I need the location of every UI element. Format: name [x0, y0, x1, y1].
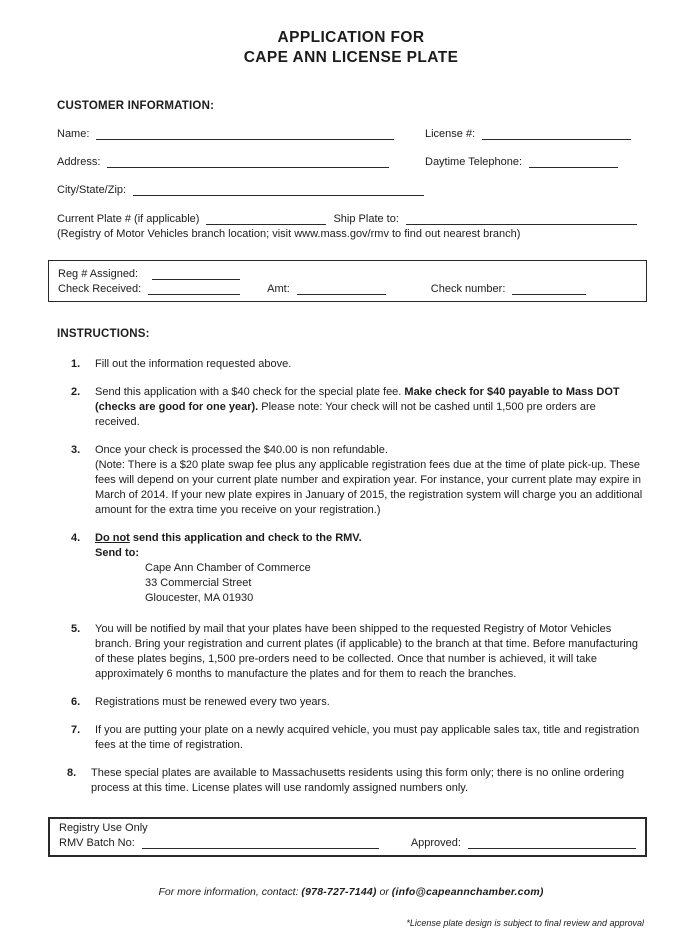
- mailing-address-line1: Cape Ann Chamber of Commerce: [145, 562, 311, 574]
- reg-assigned-label: Reg # Assigned:: [58, 268, 139, 280]
- address-field-group: [57, 155, 425, 168]
- instruction-item-2: [57, 385, 645, 430]
- instruction-item-3: [57, 443, 645, 518]
- item-6-text: Registrations must be renewed every two years.: [95, 696, 330, 708]
- amt-input-line: [297, 282, 386, 295]
- item-4-send-to: Send to:: [95, 547, 139, 559]
- item-8-number: 8.: [67, 767, 77, 779]
- item-3-text: [95, 443, 645, 518]
- check-received-row: [58, 282, 637, 295]
- instruction-item-5: [57, 622, 645, 682]
- registry-use-box: [48, 817, 647, 857]
- item-6-number: 6.: [71, 696, 81, 708]
- item-4-line1: [95, 531, 643, 546]
- rmv-batch-row: [59, 836, 636, 849]
- item-7-text: If you are putting your plate on a newly acquired vehicle, you must pay applicable sales tax, title and registration fees at the time of registration.: [95, 724, 640, 751]
- contact-prefix: For more information, contact:: [158, 886, 302, 898]
- address-phone-row: [57, 155, 645, 168]
- registry-use-only-label: Registry Use Only: [59, 822, 148, 834]
- license-number-label: License #:: [425, 128, 476, 140]
- contact-info-line: [57, 886, 645, 898]
- item-1-number: 1.: [71, 358, 81, 370]
- form-title-line1: APPLICATION FOR: [277, 29, 425, 46]
- city-state-zip-label: City/State/Zip:: [57, 184, 127, 196]
- form-title: [57, 28, 645, 68]
- item-5-text: You will be notified by mail that your plates have been shipped to the requested Registry of Motor Vehicles branch. Bring your registration and current plates (if applicable) to the branch at that time. Before manufacturing of these plates begins, 1,500 pre-orders need to be collected. Once that number is achieved, it will take approximately 6 months to manufacture the plates and for them to reach the branches.: [95, 623, 638, 680]
- rmv-batch-no-input-line: [142, 836, 379, 849]
- item-2-text: [95, 385, 645, 430]
- approved-label: Approved:: [410, 837, 461, 849]
- design-disclaimer: *License plate design is subject to final review and approval: [406, 918, 644, 928]
- item-5-number: 5.: [71, 623, 81, 635]
- current-plate-input-line: [206, 212, 326, 225]
- check-number-input-line: [512, 282, 586, 295]
- item-4-number: 4.: [71, 532, 81, 544]
- approved-input-line: [468, 836, 636, 849]
- item-2-part1: Send this application with a $40 check for the special plate fee.: [95, 386, 405, 398]
- registry-branch-note: (Registry of Motor Vehicles branch location; visit www.mass.gov/rmv to find out nearest branch): [57, 228, 521, 240]
- ship-plate-to-label: Ship Plate to:: [333, 213, 399, 225]
- form-title-line2: CAPE ANN LICENSE PLATE: [243, 49, 459, 66]
- daytime-telephone-label: Daytime Telephone:: [425, 156, 523, 168]
- item-4-do-not: Do not: [95, 532, 130, 544]
- mailing-address: [95, 561, 643, 606]
- city-state-zip-input-line: [133, 183, 424, 196]
- customer-information-heading: CUSTOMER INFORMATION:: [57, 100, 215, 112]
- instruction-item-4: [57, 531, 645, 606]
- reg-assigned-row: [58, 267, 637, 280]
- address-input-line: [107, 155, 389, 168]
- rmv-batch-no-label: RMV Batch No:: [59, 837, 135, 849]
- item-2-part3: Please note: Your check will not be cashed until 1,500 pre orders are received.: [95, 401, 596, 428]
- reg-assigned-input-line: [152, 267, 240, 280]
- name-license-row: [57, 127, 645, 140]
- item-7-number: 7.: [71, 724, 81, 736]
- name-label: Name:: [57, 128, 90, 140]
- phone-field-group: [425, 155, 645, 168]
- ship-plate-to-input-line: [406, 212, 637, 225]
- plate-ship-row: [57, 212, 645, 225]
- daytime-telephone-input-line: [529, 155, 618, 168]
- item-4-rest: send this application and check to the RMV.: [129, 532, 362, 544]
- instruction-item-6: [57, 695, 645, 710]
- current-plate-label: Current Plate # (if applicable): [57, 213, 200, 225]
- item-8-text: These special plates are available to Massachusetts residents using this form only; there is no online ordering process at this time. License plates will use randomly assigned numbers only.: [91, 767, 625, 794]
- contact-phone: (978-727-7144): [301, 886, 377, 898]
- contact-email: (info@capeannchamber.com): [391, 886, 544, 898]
- check-number-label: Check number:: [430, 283, 506, 295]
- item-2-bold-text: Make check for $40 payable to Mass DOT (checks are good for one year).: [95, 386, 620, 413]
- instructions-heading: INSTRUCTIONS:: [57, 328, 150, 340]
- amt-label: Amt:: [267, 283, 290, 295]
- city-state-zip-row: [57, 183, 645, 196]
- check-received-label: Check Received:: [58, 283, 142, 295]
- item-1-text: Fill out the information requested above.: [95, 358, 292, 370]
- instruction-item-1: [57, 357, 645, 372]
- office-use-box: [48, 260, 647, 302]
- license-field-group: [425, 127, 645, 140]
- item-3-number: 3.: [71, 444, 81, 456]
- mailing-address-line2: 33 Commercial Street: [145, 577, 252, 589]
- license-number-input-line: [482, 127, 631, 140]
- item-2-number: 2.: [71, 386, 81, 398]
- instruction-item-7: [57, 723, 645, 753]
- name-input-line: [96, 127, 394, 140]
- check-received-input-line: [148, 282, 240, 295]
- item-3-line1: Once your check is processed the $40.00 is non refundable.: [95, 444, 388, 456]
- name-field-group: [57, 127, 425, 140]
- address-label: Address:: [57, 156, 101, 168]
- instruction-item-8: [57, 766, 645, 796]
- mailing-address-line3: Gloucester, MA 01930: [145, 592, 254, 604]
- item-4-text: [95, 531, 645, 606]
- contact-or: or: [376, 886, 392, 898]
- item-3-note: (Note: There is a $20 plate swap fee plus any applicable registration fees due at the time of plate pick-up. These fees will depend on your current plate number and expiration year. For instance, your current plate may expire in March of 2014. If your new plate expires in January of 2015, the registration system will charge you an additional amount for the extra time you receive on your registration.): [95, 459, 643, 516]
